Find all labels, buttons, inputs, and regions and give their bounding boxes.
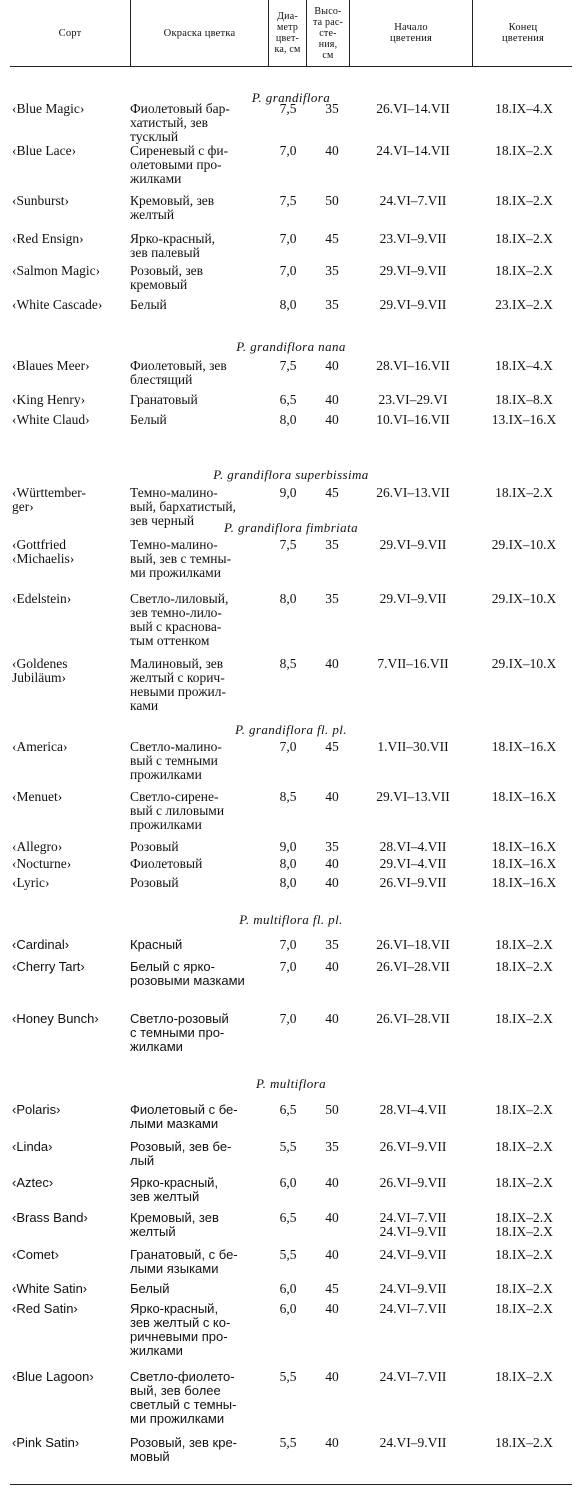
bloom-end: 29.IX–10.X [491, 591, 557, 606]
flower-color: Гранатовый [130, 392, 198, 407]
variety-name: ‹Sunburst› [12, 193, 69, 208]
bloom-end: 18.IX–2.X [495, 1281, 553, 1296]
variety-name: ‹White Cascade› [12, 297, 103, 312]
header-bloom-start: Начало цветения [389, 22, 433, 44]
bloom-start: 29.VI–9.VII [379, 263, 447, 278]
header-flower-color: Окраска цветка [163, 27, 236, 39]
flower-color: Сиреневый с фи- олетовыми про- жилками [130, 143, 229, 186]
flower-diameter: 6,5 [279, 1102, 297, 1117]
plant-height: 40 [325, 789, 339, 804]
variety-name: ‹Honey Bunch› [12, 1011, 99, 1026]
variety-name: ‹Gottfried ‹Michaelis› [12, 537, 75, 566]
plant-height: 40 [325, 392, 339, 407]
variety-name: ‹Cherry Tart› [12, 959, 85, 974]
bloom-end: 18.IX–16.X [491, 789, 557, 804]
flower-diameter: 9,0 [279, 485, 297, 500]
flower-diameter: 7,5 [279, 101, 297, 116]
bloom-end: 18.IX–2.X [495, 143, 553, 158]
variety-name: ‹Cardinal› [12, 937, 70, 952]
flower-color: Темно-малино- вый, зев с темны- ми прожилками [130, 537, 232, 580]
bloom-end: 18.IX–16.X [491, 739, 557, 754]
flower-diameter: 6,5 [279, 392, 297, 407]
flower-color: Гранатовый, с бе- лыми языками [130, 1247, 238, 1276]
bloom-start: 7.VII–16.VII [377, 656, 449, 671]
plant-height: 35 [325, 1139, 339, 1154]
bloom-end: 18.IX–2.X [495, 231, 553, 246]
flower-diameter: 5,5 [279, 1247, 297, 1262]
flower-diameter: 7,5 [279, 537, 297, 552]
flower-color: Светло-розовый с темными про- жилками [130, 1011, 229, 1054]
bloom-end: 18.IX–2.X [495, 1435, 553, 1450]
plant-height: 40 [325, 959, 339, 974]
section-title: P. grandiflora nana [236, 339, 346, 354]
plant-height: 40 [325, 1435, 339, 1450]
bloom-start: 28.VI–16.VII [376, 358, 450, 373]
bloom-start: 24.VI–7.VII [379, 1369, 447, 1384]
flower-color: Фиолетовый бар- хатистый, зев тусклый [130, 101, 230, 144]
flower-color: Белый [130, 297, 167, 312]
flower-diameter: 6,0 [279, 1301, 297, 1316]
plant-height: 45 [325, 739, 339, 754]
flower-diameter: 7,0 [279, 959, 297, 974]
bloom-start: 29.VI–4.VII [379, 856, 447, 871]
flower-diameter: 6,0 [279, 1281, 297, 1296]
bloom-start: 26.VI–28.VII [376, 1011, 450, 1026]
flower-diameter: 7,5 [279, 358, 297, 373]
flower-diameter: 5,5 [279, 1139, 297, 1154]
flower-diameter: 6,5 [279, 1210, 297, 1225]
bloom-start: 26.VI–18.VII [376, 937, 450, 952]
plant-height: 40 [325, 875, 339, 890]
bloom-start: 29.VI–9.VII [379, 297, 447, 312]
variety-name: ‹Aztec› [12, 1175, 54, 1190]
bloom-end: 18.IX–2.X [495, 1301, 553, 1316]
bloom-start: 24.VI–9.VII [379, 1281, 447, 1296]
bloom-start: 26.VI–9.VII [379, 1175, 447, 1190]
header-variety: Сорт [58, 27, 82, 39]
bloom-end: 18.IX–16.X [491, 839, 557, 854]
bloom-start: 28.VI–4.VII [379, 1102, 447, 1117]
bloom-start: 24.VI–9.VII [379, 1247, 447, 1262]
variety-name: ‹Menuet› [12, 789, 63, 804]
bloom-end: 18.IX–2.X [495, 1369, 553, 1384]
flower-color: Фиолетовый, зев блестящий [130, 358, 227, 387]
bloom-start: 24.VI–7.VII 24.VI–9.VII [379, 1210, 447, 1239]
variety-name: ‹Pink Satin› [12, 1435, 80, 1450]
plant-height: 45 [325, 485, 339, 500]
flower-diameter: 7,5 [279, 193, 297, 208]
flower-color: Фиолетовый [130, 856, 203, 871]
bloom-start: 24.VI–14.VII [376, 143, 450, 158]
bloom-start: 26.VI–9.VII [379, 1139, 447, 1154]
variety-name: ‹Blue Lace› [12, 143, 77, 158]
flower-diameter: 8,0 [279, 297, 297, 312]
flower-color: Светло-малино- вый с темными прожилками [130, 739, 222, 782]
bloom-end: 18.IX–16.X [491, 856, 557, 871]
plant-height: 40 [325, 1210, 339, 1225]
plant-height: 35 [325, 839, 339, 854]
bloom-start: 26.VI–14.VII [376, 101, 450, 116]
plant-height: 40 [325, 1011, 339, 1026]
flower-diameter: 7,0 [279, 263, 297, 278]
section-title: P. multiflora [256, 1076, 326, 1091]
flower-color: Белый [130, 412, 167, 427]
variety-name: ‹Brass Band› [12, 1210, 88, 1225]
plant-height: 40 [325, 856, 339, 871]
plant-height: 45 [325, 1281, 339, 1296]
section-title: P. grandiflora superbissima [213, 467, 369, 482]
plant-height: 40 [325, 412, 339, 427]
flower-color: Розовый, зев бе- лый [130, 1139, 232, 1168]
bloom-end: 23.IX–2.X [495, 297, 553, 312]
flower-color: Розовый, зев кре- мовый [130, 1435, 238, 1464]
flower-diameter: 7,0 [279, 1011, 297, 1026]
variety-name: ‹Allegro› [12, 839, 63, 854]
flower-color: Ярко-красный, зев желтый [130, 1175, 219, 1204]
variety-name: ‹Lyric› [12, 875, 50, 890]
bloom-start: 23.VI–9.VII [379, 231, 447, 246]
bloom-end: 13.IX–16.X [491, 412, 557, 427]
flower-diameter: 6,0 [279, 1175, 297, 1190]
bloom-end: 18.IX–2.X [495, 1102, 553, 1117]
header-diameter: Диа- метр цвет- ка, см [274, 11, 301, 55]
header-height: Высо- та рас- сте- ния, см [312, 5, 344, 61]
plant-height: 35 [325, 263, 339, 278]
plant-height: 35 [325, 101, 339, 116]
flower-color: Светло-сирене- вый с лиловыми прожилками [130, 789, 225, 832]
flower-color: Малиновый, зев желтый с корич- невыми прожил- ками [130, 656, 226, 713]
bloom-start: 24.VI–9.VII [379, 1435, 447, 1450]
flower-color: Кремовый, зев желтый [130, 193, 215, 222]
flower-diameter: 5,5 [279, 1435, 297, 1450]
plant-height: 50 [325, 1102, 339, 1117]
variety-name: ‹Red Satin› [12, 1301, 78, 1316]
flower-diameter: 8,0 [279, 856, 297, 871]
bottom-rule [10, 1484, 572, 1485]
plant-height: 35 [325, 537, 339, 552]
flower-color: Красный [130, 937, 183, 952]
flower-color: Темно-малино- вый, бархатистый, зев черный [130, 485, 236, 528]
plant-height: 35 [325, 937, 339, 952]
flower-diameter: 5,5 [279, 1369, 297, 1384]
variety-name: ‹White Satin› [12, 1281, 88, 1296]
flower-diameter: 8,0 [279, 875, 297, 890]
plant-height: 40 [325, 1301, 339, 1316]
bloom-end: 29.IX–10.X [491, 656, 557, 671]
flower-color: Фиолетовый с бе- лыми мазками [130, 1102, 238, 1131]
bloom-end: 18.IX–16.X [491, 875, 557, 890]
bloom-start: 28.VI–4.VII [379, 839, 447, 854]
variety-name: ‹Nocturne› [12, 856, 72, 871]
plant-height: 40 [325, 656, 339, 671]
section-title: P. grandiflora fl. pl. [235, 722, 347, 737]
bloom-end: 18.IX–2.X [495, 485, 553, 500]
variety-name: ‹Comet› [12, 1247, 59, 1262]
bloom-end: 18.IX–2.X [495, 193, 553, 208]
plant-height: 40 [325, 1369, 339, 1384]
bloom-start: 26.VI–13.VII [376, 485, 450, 500]
bloom-start: 23.VI–29.VI [378, 392, 448, 407]
plant-height: 50 [325, 193, 339, 208]
variety-name: ‹White Claud› [12, 412, 90, 427]
bloom-end: 18.IX–2.X [495, 959, 553, 974]
bloom-start: 29.VI–9.VII [379, 537, 447, 552]
bloom-end: 18.IX–2.X [495, 937, 553, 952]
variety-name: ‹Blue Lagoon› [12, 1369, 94, 1384]
bloom-end: 18.IX–2.X [495, 1175, 553, 1190]
flower-diameter: 7,0 [279, 739, 297, 754]
variety-name: ‹America› [12, 739, 68, 754]
section-title: P. grandiflora [251, 90, 331, 105]
bloom-start: 26.VI–28.VII [376, 959, 450, 974]
bloom-end: 18.IX–8.X [495, 392, 553, 407]
variety-name: ‹Linda› [12, 1139, 53, 1154]
flower-diameter: 8,5 [279, 656, 297, 671]
flower-color: Розовый [130, 875, 179, 890]
bloom-end: 18.IX–4.X [495, 358, 553, 373]
flower-color: Светло-лиловый, зев темно-лило- вый с краснова- тым оттенком [130, 591, 229, 648]
flower-color: Розовый, зев кремовый [130, 263, 204, 292]
flower-color: Белый [130, 1281, 170, 1296]
bloom-start: 29.VI–9.VII [379, 591, 447, 606]
plant-height: 40 [325, 1247, 339, 1262]
bloom-end: 18.IX–2.X [495, 263, 553, 278]
plant-height: 40 [325, 143, 339, 158]
bloom-start: 1.VII–30.VII [377, 739, 449, 754]
flower-color: Ярко-красный, зев желтый с ко- ричневыми про- жилками [130, 1301, 231, 1358]
variety-name: ‹Blaues Meer› [12, 358, 90, 373]
flower-color: Розовый [130, 839, 179, 854]
header-rule [10, 66, 572, 67]
bloom-start: 24.VI–7.VII [379, 193, 447, 208]
section-title: P. grandiflora fimbriata [224, 520, 358, 535]
flower-diameter: 8,0 [279, 591, 297, 606]
bloom-end: 18.IX–2.X 18.IX–2.X [495, 1210, 553, 1239]
plant-height: 40 [325, 358, 339, 373]
header-bloom-end: Конец цветения [501, 22, 545, 44]
bloom-start: 26.VI–9.VII [379, 875, 447, 890]
variety-name: ‹Edelstein› [12, 591, 72, 606]
flower-color: Светло-фиолето- вый, зев более светлый с темны- ми прожилками [130, 1369, 237, 1426]
bloom-end: 18.IX–2.X [495, 1139, 553, 1154]
variety-name: ‹Goldenes Jubiläum› [12, 656, 68, 685]
flower-color: Ярко-красный, зев палевый [130, 231, 216, 260]
variety-name: ‹Red Ensign› [12, 231, 84, 246]
flower-color: Белый с ярко- розовыми мазками [130, 959, 245, 988]
variety-name: ‹Salmon Magic› [12, 263, 101, 278]
plant-height: 35 [325, 297, 339, 312]
bloom-start: 29.VI–13.VII [376, 789, 450, 804]
flower-diameter: 9,0 [279, 839, 297, 854]
variety-name: ‹Blue Magic› [12, 101, 85, 116]
flower-diameter: 8,0 [279, 412, 297, 427]
flower-color: Кремовый, зев желтый [130, 1210, 219, 1239]
table-header [0, 0, 582, 68]
variety-name: ‹King Henry› [12, 392, 86, 407]
bloom-start: 24.VI–7.VII [379, 1301, 447, 1316]
bloom-end: 29.IX–10.X [491, 537, 557, 552]
bloom-end: 18.IX–2.X [495, 1247, 553, 1262]
plant-height: 45 [325, 231, 339, 246]
plant-height: 40 [325, 1175, 339, 1190]
flower-diameter: 8,5 [279, 789, 297, 804]
variety-name: ‹Württember- ger› [12, 485, 86, 514]
bloom-start: 10.VI–16.VII [376, 412, 450, 427]
plant-height: 35 [325, 591, 339, 606]
bloom-end: 18.IX–4.X [495, 101, 553, 116]
variety-name: ‹Polaris› [12, 1102, 61, 1117]
flower-diameter: 7,0 [279, 937, 297, 952]
flower-diameter: 7,0 [279, 143, 297, 158]
flower-diameter: 7,0 [279, 231, 297, 246]
bloom-end: 18.IX–2.X [495, 1011, 553, 1026]
section-title: P. multiflora fl. pl. [239, 912, 343, 927]
